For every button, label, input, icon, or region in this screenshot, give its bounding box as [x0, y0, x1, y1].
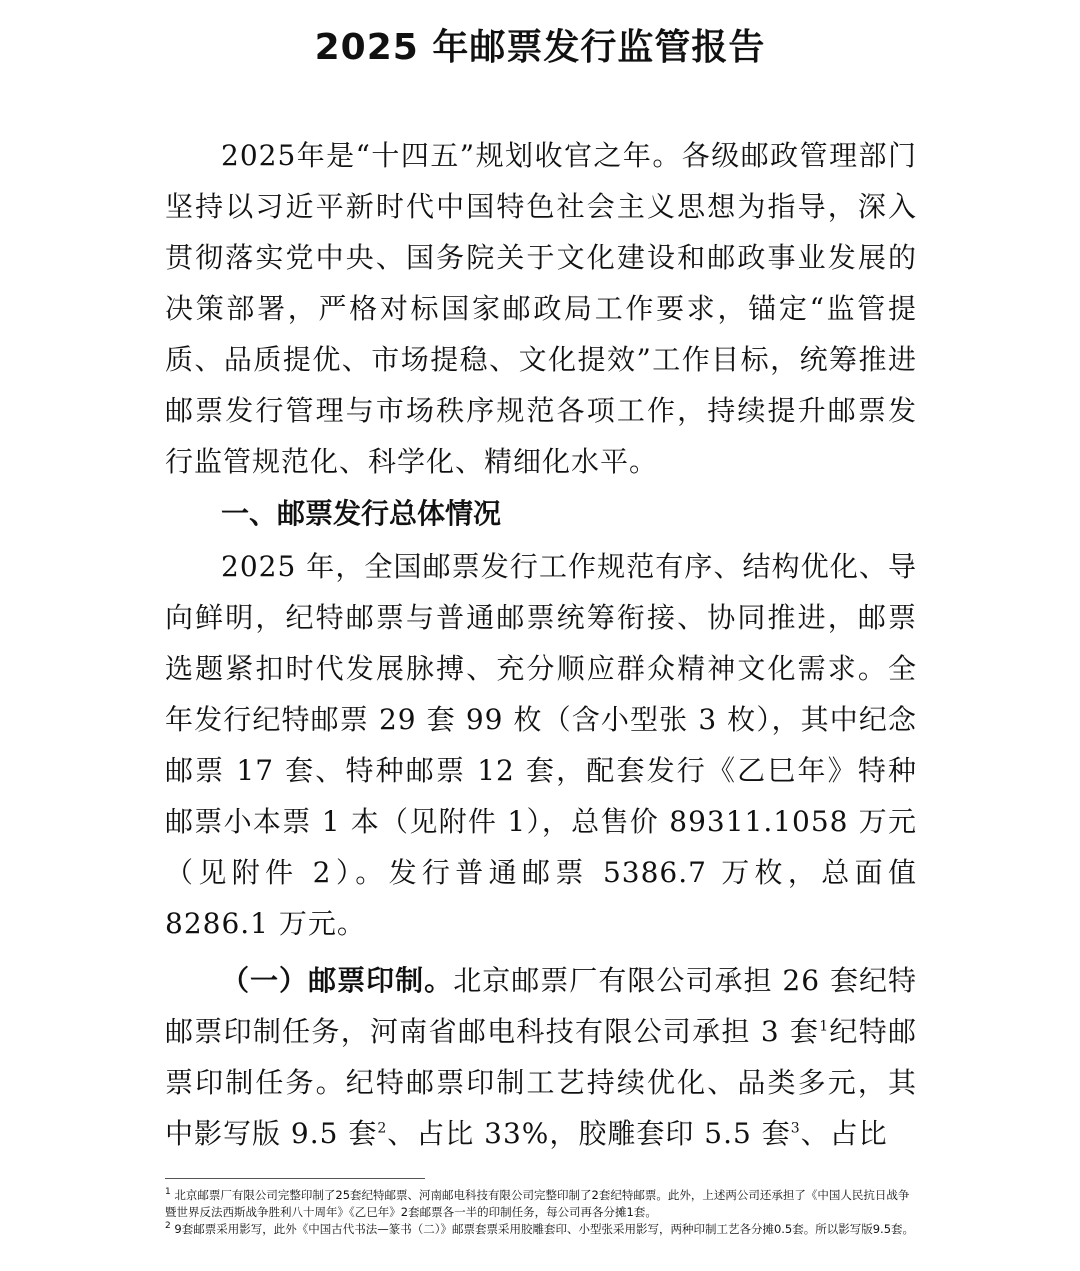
printing-lead: （一）邮票印制。	[221, 964, 454, 997]
footnote-ref-1[interactable]: 1	[819, 1018, 830, 1035]
printing-text-3: 、占比 33%，胶雕套印 5.5 套	[387, 1117, 791, 1150]
intro-paragraph: 2025年是“十四五”规划收官之年。各级邮政管理部门坚持以习近平新时代中国特色社会主义思想为指导，深入贯彻落实党中央、国务院关于文化建设和邮政事业发展的决策部署，严格对标国家邮政局工作要求，锚定“监管提质、品质提优、市场提稳、文化提效”工作目标，统筹推进邮票发行管理与市场秩序规范各项工作，持续提升邮票发行监管规范化、科学化、精细化水平。	[165, 139, 917, 478]
overview-paragraph: 2025 年，全国邮票发行工作规范有序、结构优化、导向鲜明，纪特邮票与普通邮票统筹衔接、协同推进，邮票选题紧扣时代发展脉搏、充分顺应群众精神文化需求。全年发行纪特邮票 29 套 99 枚（含小型张 3 枚），其中纪念邮票 17 套、特种邮票 12 套，配套发行《乙巳年》特种邮票小本票 1 本（见附件 1），总售价 89311.1058 万元（见附件 2）。发行普通邮票 5386.7 万枚，总面值 8286.1 万元。	[165, 550, 917, 940]
footnote-1-text: 北京邮票厂有限公司完整印制了25套纪特邮票、河南邮电科技有限公司完整印制了2套纪特邮票。此外，上述两公司还承担了《中国人民抗日战争暨世界反法西斯战争胜利八十周年》《乙巳年》2套邮票各一半的印制任务，每公司再各分摊1套。	[165, 1188, 910, 1219]
footnote-1	[165, 1187, 917, 1221]
section-heading: 一、邮票发行总体情况	[221, 497, 502, 530]
printing-paragraph	[165, 955, 917, 1159]
footnote-divider	[165, 1178, 425, 1179]
printing-text-4: 、占比	[800, 1117, 888, 1150]
footnote-1-number: 1	[165, 1187, 171, 1198]
page-title: 2025 年邮票发行监管报告	[314, 27, 766, 68]
footnote-2-number: 2	[165, 1221, 171, 1232]
footnote-2	[165, 1221, 917, 1238]
printing-text-2: 纪特邮票印制任务。纪特邮票印制工艺持续优化、品类多元，其中影写版 9.5 套	[165, 1015, 917, 1150]
report-body	[165, 130, 917, 1159]
footnote-ref-2[interactable]: 2	[377, 1120, 388, 1137]
footnote-ref-3[interactable]: 3	[790, 1120, 801, 1137]
footnotes	[165, 1178, 917, 1238]
footnote-2-text: 9套邮票采用影写，此外《中国古代书法—篆书（二）》邮票套票采用胶雕套印、小型张采用影写，两种印制工艺各分摊0.5套。所以影写版9.5套。	[174, 1222, 915, 1236]
printing-text-1: 北京邮票厂有限公司承担 26 套纪特邮票印制任务，河南省邮电科技有限公司承担 3 套	[165, 964, 917, 1048]
